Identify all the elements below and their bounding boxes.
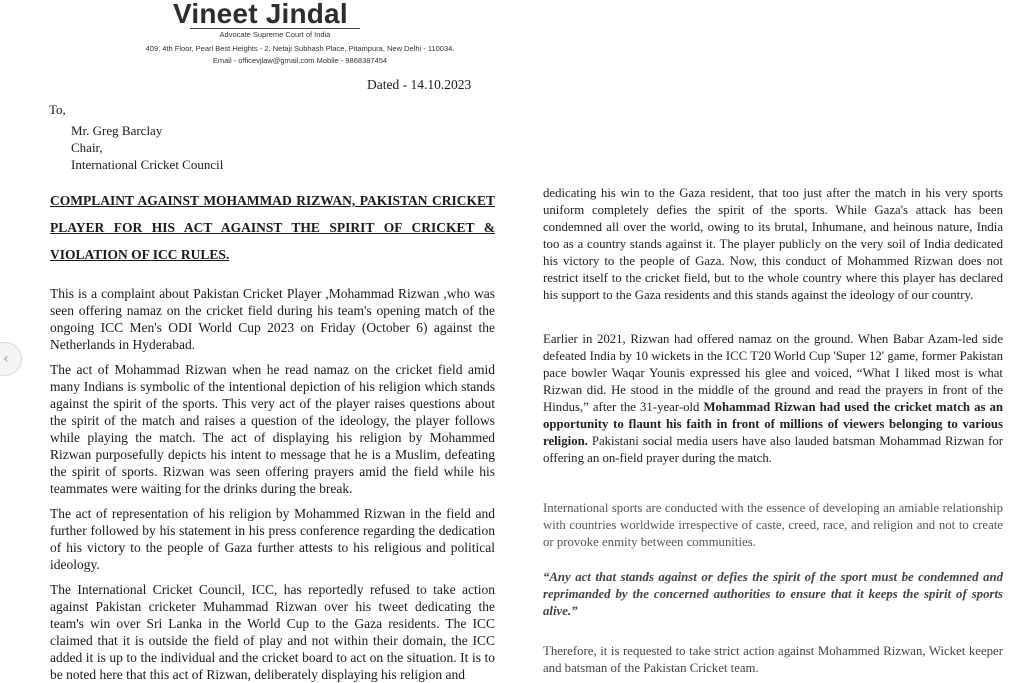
letterhead-contact: Email - officevjlaw@gmail.com Mobile - 9868387454 bbox=[212, 56, 388, 65]
salutation-to: To, bbox=[49, 102, 66, 117]
right-paragraph-1: dedicating his win to the Gaza resident, that too just after the match in his very sports uniform completely defies the spirit of the sports. While Gaza's attack has been condemned all over the world, owing to its brutal, Inhumane, and heinous nature, India too as a country stands against it. The player publicly on the very soil of India dedicated his victory to the people of Gaza. Now, this conduct of Mohammed Rizwan does not restrict itself to the cricket field, but to the whole country where this player has declared his support to the Gaza residents and this stands against the ideology of our country. bbox=[543, 186, 1003, 302]
date-line: Dated - 14.10.2023 bbox=[367, 77, 472, 92]
addressee-org: International Cricket Council bbox=[71, 157, 224, 172]
right-paragraph-2-bold: Mohammad Rizwan had used the cricket match as an opportunity to flaunt his faith in front of millions of viewers belonging to various religion. bbox=[543, 400, 1003, 448]
letterhead-name: Vineet Jindal bbox=[173, 0, 348, 29]
letterhead-title: Advocate Supreme Court of India bbox=[190, 28, 360, 39]
chevron-left-icon: ‹ bbox=[3, 351, 9, 367]
left-paragraph-1: This is a complaint about Pakistan Cricket Player ,Mohammad Rizwan ,who was seen offering namaz on the cricket field during his team's opening match of the ongoing ICC Men's ODI World Cup 2023 on Friday (October 6) against the Netherlands in Hyderabad. bbox=[50, 286, 495, 352]
left-paragraph-4: The International Cricket Council, ICC, has reportedly refused to take action against Pakistan cricketer Muhammad Rizwan over his tweet dedicating the team's win over Sri Lanka in the World Cup to the Gaza residents. The ICC claimed that it is outside the field of play and not within their domain, the ICC added it is up to the individual and the cricket board to act on the situation. It is to be noted here that this act of Rizwan, deliberately displaying his religion and bbox=[50, 582, 495, 682]
letterhead-address: 409, 4th Floor, Pearl Best Heights - 2, Netaji Subhash Place, Pitampura, New Delhi - 110034. bbox=[145, 44, 455, 53]
right-paragraph-request: Therefore, it is requested to take strict action against Mohammed Rizwan, Wicket keeper and batsman of the Pakistan Cricket team. bbox=[543, 644, 1003, 675]
subject-line: VIOLATION OF ICC RULES. bbox=[50, 247, 230, 262]
left-paragraph-2: The act of Mohammad Rizwan when he read namaz on the cricket field amid many Indians is symbolic of the intentional depiction of his religion which stands against the spirit of the sports. This very act of the player raises questions about the spirit of the match and raises a question of the ideology, the player follows while playing the match. The act of displaying his religion by Mohammed Rizwan purposefully depicts his intent to message that he is a Muslim, defeating the spirit of sports. Rizwan was seen offering prayers amid the field while his teammates were waiting for the drinks during the break. bbox=[50, 362, 495, 496]
previous-page-button[interactable] bbox=[0, 342, 22, 376]
left-paragraph-3: The act of representation of his religion by Mohammed Rizwan in the field and further followed by his statement in his press conference regarding the dedication of his victory to the people of Gaza further attests to his religious and political ideology. bbox=[50, 506, 495, 572]
right-paragraph-2-start: Earlier in 2021, Rizwan had offered namaz on the ground. When Babar Azam-led side defeated India by 10 wickets in the ICC T20 World Cup 'Super 12' game, former Pakistan pace bowler Waqar Younis expressed his glee and voiced, “What I liked most is what Rizwan did. He stood in the middle of the ground and read the prayers in front of the Hindus,” after the 31-year-old bbox=[543, 332, 1003, 414]
right-paragraph-2 bbox=[543, 331, 1003, 467]
addressee-role: Chair, bbox=[71, 140, 103, 155]
subject-line: COMPLAINT AGAINST MOHAMMAD RIZWAN, PAKISTAN CRICKET bbox=[50, 193, 495, 208]
right-quote: “Any act that stands against or defies the spirit of the sport must be condemned and reprimanded by the concerned authorities to ensure that it keeps the spirit of sports alive.” bbox=[543, 570, 1003, 618]
addressee-block bbox=[71, 122, 223, 173]
subject-line: PLAYER FOR HIS ACT AGAINST THE SPIRIT OF CRICKET & bbox=[50, 220, 495, 235]
right-paragraph-3: International sports are conducted with the essence of developing an amiable relationship with countries worldwide irrespective of caste, creed, race, and religion and not to create or provoke enmity between communities. bbox=[543, 501, 1003, 549]
right-paragraph-2-end: Pakistani social media users have also lauded batsman Mohammad Rizwan for offering an on-field prayer during the match. bbox=[543, 434, 1003, 465]
addressee-name: Mr. Greg Barclay bbox=[71, 123, 163, 138]
subject-heading bbox=[50, 187, 495, 268]
